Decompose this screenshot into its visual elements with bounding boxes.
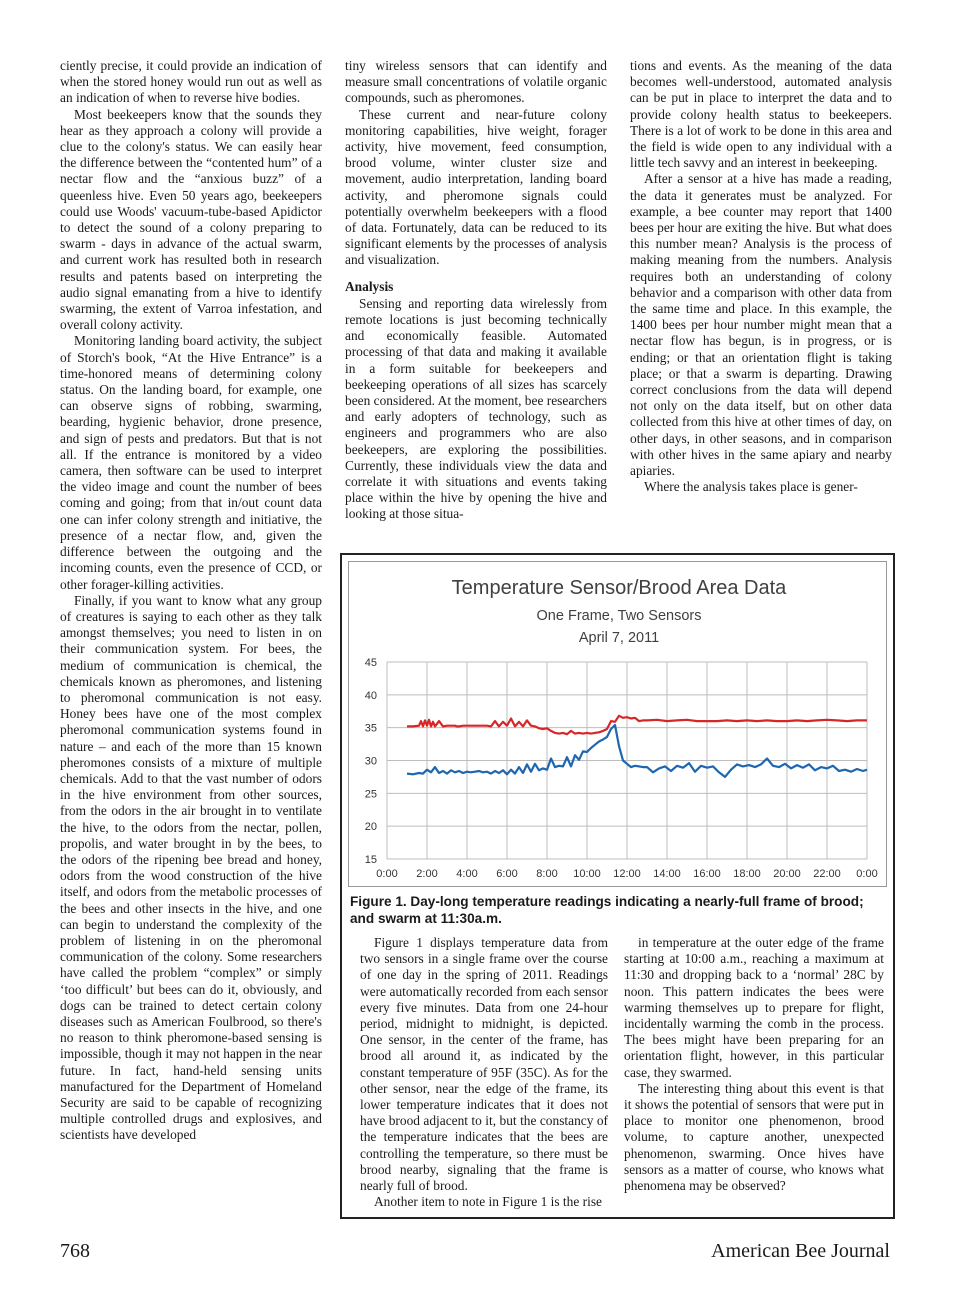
x-tick-label: 12:00 xyxy=(613,868,641,880)
y-tick-label: 45 xyxy=(364,657,377,669)
y-tick-label: 35 xyxy=(364,722,377,735)
paragraph: Another item to note in Figure 1 is the rise xyxy=(374,1194,602,1210)
y-tick-label: 30 xyxy=(364,755,377,768)
text-column-2 xyxy=(345,58,607,523)
x-tick-label: 16:00 xyxy=(693,868,721,880)
column-2-bottom-paragraphs xyxy=(345,296,607,523)
chart-ticks xyxy=(365,657,878,880)
page-number: 768 xyxy=(60,1240,90,1262)
section-heading-analysis: Analysis xyxy=(345,278,394,294)
paragraph: The interesting thing about this event is that it shows the potential of sensors that were put in place to monitor one phenomenon, brood volume, to capture another, unexpected phenomenon, swarming. Once hives have sensors as a matter of course, who knows what phenomena may be observed? xyxy=(624,1080,884,1194)
chart-series xyxy=(407,716,867,777)
x-tick-label: 8:00 xyxy=(536,868,558,880)
figure-text-column-1 xyxy=(360,935,608,1210)
x-tick-label: 22:00 xyxy=(813,868,841,880)
y-tick-label: 15 xyxy=(364,854,377,866)
x-tick-label: 0:00 xyxy=(856,868,878,880)
paragraph: in temperature at the outer edge of the frame starting at 10:00 a.m., reaching a maximum at 11:30 and dropping back to a ‘normal’ 28C by noon. This pattern indicates the bees were warming themselves up to prepare for flight, incidentally warming the comb in the process. The bees might have been preparing for an orientation flight, however, in this particular case, they swarmed. xyxy=(624,935,884,1080)
paragraph: tiny wireless sensors that can identify and measure small concentrations of volatile organic compounds, such as pheromones. xyxy=(345,58,607,106)
paragraph: ciently precise, it could provide an indication of when the stored honey would run out as well as an indication of when to reverse hive bodies. xyxy=(60,58,322,106)
paragraph: After a sensor at a hive has made a reading, the data it generates must be analyzed. For example, a bee counter may report that 1400 bees per hour are exiting the hive. But what does this number mean? Analysis is the process of making meaning from the numbers. Analysis requires both an understanding of colony behavior and a comparison with other data from the same time and place. In this example, the 1400 bees per hour number might mean that a nectar flow has begun, is in progress, or is ending; or that an orientation flight is taking place; or that a swarm is departing. Drawing correct conclusions from the data will depend not only on the data itself, but on other data collected from this hive at other times of day, on other days, in other seasons, and in comparison with other hives in the same apiary and nearby apiaries. xyxy=(630,171,892,479)
x-tick-label: 6:00 xyxy=(496,868,518,880)
paragraph: Monitoring landing board activity, the subject of Storch's book, “At the Hive Entrance” is a time-honored means of determining colony status. On the landing board, for example, one can observe signs of robbing, swarming, bearding, hygienic behavior, drone presence, and sign of pests and predators. But that is not all. If the entrance is monitored by a video camera, then software can be used to interpret the video image and count the number of bees coming and going; from that in/out count data one can infer colony strength and initiative, the presence of a nectar flow, and, given the difference between the outgoing and the incoming counts, even the presence of CCD, or other forager-killing activities. xyxy=(60,333,322,592)
text-column-1 xyxy=(60,58,322,1144)
temperature-chart xyxy=(348,561,887,887)
paragraph: These current and near-future colony monitoring capabilities, hive weight, forager activity, hive movement, feed consumption, brood volume, winter cluster size and movement, audio interpretation, landing board activity, and pheromone signals could potentially overwhelm beekeepers with a flood of data. Fortunately, data can be reduced to its significant elements by the processes of analysis and visualization. xyxy=(345,106,607,268)
chart-date: April 7, 2011 xyxy=(578,630,660,646)
x-tick-label: 10:00 xyxy=(573,868,601,880)
x-tick-label: 0:00 xyxy=(376,868,398,880)
column-2-top-paragraphs xyxy=(345,58,607,269)
x-tick-label: 4:00 xyxy=(456,868,478,880)
chart-gridlines xyxy=(387,662,867,859)
journal-name: American Bee Journal xyxy=(711,1240,890,1262)
y-tick-label: 25 xyxy=(364,788,377,801)
x-tick-label: 18:00 xyxy=(733,868,761,880)
text-column-3 xyxy=(630,58,892,495)
figure-box xyxy=(340,553,895,1219)
paragraph: Finally, if you want to know what any group of creatures is saying to each other as they talk amongst themselves; you need to listen in on their communication system. For bees, the medium of communication is chemical, the chemicals known as pheromones, and listening to pheromonal communication is not easy. Honey bees have one of the most complex pheromonal communication systems found in nature – and each of the more than 15 known pheromones consists of a mixture of multiple chemicals. Add to that the vast number of odors in the hive environment from other sources, from the odors in the air brought in to ventilate the hive, to the odors from the nectar, pollen, propolis, and water brought in by the bees, to the odors of the ripening bee bread and honey, odors from the wood construction of the hive itself, and odors from the metabolic processes of the bees and other insects in the hive, and one can begin to understand the complexity of the problem of listening in on the pheromonal communication of the colony. Some researchers have called the problem “complex” or simply ‘too difficult’ but bees can do it, obviously, and dogs can be trained to detect certain colony diseases such as American Foulbrood, so there's no reason to think pheromone-based sensing is impossible, though it may not happen in the near future. In fact, hand-held sensing units manufactured for the Department of Homeland Security are said to be capable of recognizing multiple controlled drugs and explosives, and scientists have developed xyxy=(60,592,322,1143)
paragraph: Figure 1 displays temperature data from two sensors in a single frame over the course of one day in the spring of 2011. Readings were automatically recorded from each sensor every five minutes. Data from one 24-hour period, midnight to midnight, is depicted. One sensor, in the center of the frame, has brood all around it, as indicated by the constant temperature of 95F (35C). As for the other sensor, near the edge of the frame, its lower temperature indicates that it does not have brood adjacent to it, but the constancy of the temperature indicates that the bees are controlling the temperature, so there must be brood nearby, signaling that the frame is nearly full of brood. xyxy=(360,935,608,1194)
paragraph: Sensing and reporting data wirelessly from remote locations is just becoming technically and economically feasible. Automated processing of that data and making it available in a form suitable for beekeepers and beekeeping operations of all sizes has scarcely been considered. At the moment, bee researchers and early adopters of technology, such as engineers and programmers who are also beekeepers, are exploring the possibilities. Currently, these individuals view the data and correlate it with situations and events taking place within the hive by opening the hive and looking at those situa- xyxy=(345,295,607,522)
y-tick-label: 20 xyxy=(364,821,377,834)
x-tick-label: 20:00 xyxy=(773,868,801,880)
y-tick-label: 40 xyxy=(364,689,377,702)
chart-svg xyxy=(349,562,888,888)
series-line-edge-sensor xyxy=(407,725,867,777)
figure-text-column-2 xyxy=(624,935,884,1194)
series-line-center-sensor xyxy=(407,716,867,734)
figure-caption: Figure 1. Day-long temperature readings indicating a nearly-full frame of brood; and swarm at 11:30a.m. xyxy=(350,894,864,926)
paragraph: Where the analysis takes place is gener- xyxy=(644,479,858,495)
chart-title: Temperature Sensor/Brood Area Data xyxy=(451,577,787,599)
x-tick-label: 2:00 xyxy=(416,868,438,880)
chart-subtitle: One Frame, Two Sensors xyxy=(536,608,702,624)
paragraph: Most beekeepers know that the sounds they hear as they approach a colony will provide a clue to the colony's status. We can easily hear the difference between the “contented hum” of a nectar flow and the “anxious buzz” of a queenless hive. Even 50 years ago, beekeepers could use Woods' vacuum-tube-based Apidictor to detect the sound of a colony preparing to swarm - days in advance of the actual swarm, and current work has resulted both in research results and patents based on interpreting the audio signal emanating from a hive to identify swarming, the extent of Varroa infestation, and overall colony activity. xyxy=(60,106,322,333)
paragraph: tions and events. As the meaning of the data becomes well-understood, automated analysis can be put in place to interpret the data and to provide colony health status to beekeepers. There is a lot of work to be done in this area and the field is wide open to any individual with a little tech savvy and an interest in beekeeping. xyxy=(630,58,892,171)
x-tick-label: 14:00 xyxy=(653,868,681,880)
